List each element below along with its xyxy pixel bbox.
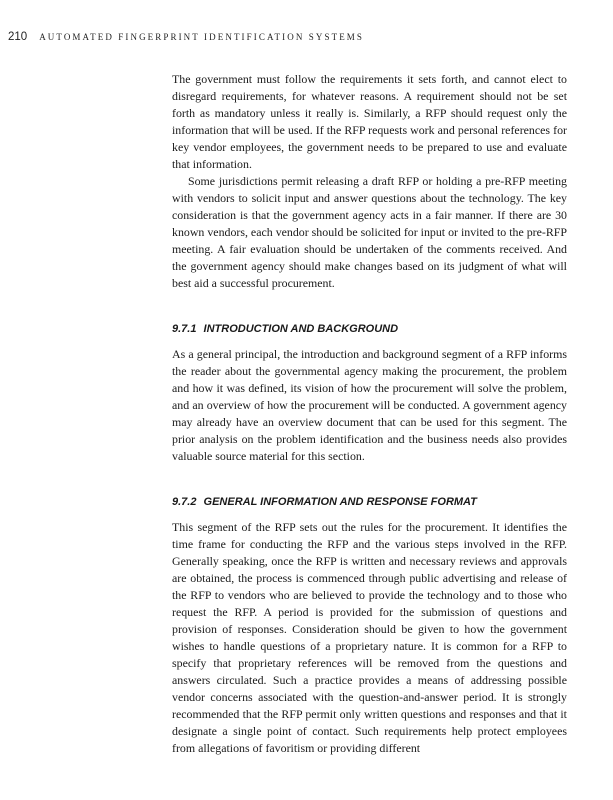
section-paragraph: This segment of the RFP sets out the rules for the procurement. It identifies the time frame for conducting the RFP and the various steps involved in the RFP. Generally speaking, once the RFP is written and necessary reviews and approvals are obtained, the process is commenced through public advertising and release of the RFP to vendors who are believed to provide the technology and to those who request the RFP. A period is provided for the submission of questions and provision of responses. Consideration should be given to how the government wishes to handle questions of a proprietary nature. It is common for a RFP to specify that proprietary references will be removed from the questions and answers circulated. Such a practice provides a means of addressing possible vendor concerns associated with the question-and-answer period. It is strongly recommended that the RFP permit only written questions and responses and that it designate a single point of contact. Such requirements help protect employees from allegations of favoritism or providing different (172, 520, 567, 755)
section-number: 9.7.1 (172, 323, 197, 335)
section-number: 9.7.2 (172, 496, 197, 508)
running-head (8, 27, 364, 45)
section-heading (172, 322, 567, 336)
running-title: AUTOMATED FINGERPRINT IDENTIFICATION SYSTEMS (39, 32, 365, 42)
section-title: INTRODUCTION AND BACKGROUND (203, 323, 399, 335)
body-paragraph: The government must follow the requirements it sets forth, and cannot elect to disregard requirements, for whatever reasons. A requirement should not be set forth as mandatory unless it really is. Similarly, a RFP should request only the information that will be used. If the RFP requests work and personal references for key vendor employees, the government needs to be prepared to use and evaluate that information. (172, 72, 567, 171)
page-body (172, 71, 567, 757)
section-title: GENERAL INFORMATION AND RESPONSE FORMAT (203, 496, 477, 508)
section-heading (172, 495, 567, 509)
section-paragraph: As a general principal, the introduction and background segment of a RFP informs the reader about the governmental agency making the procurement, the problem and how it was defined, its vision of how the procurement will solve the problem, and an overview of how the procurement will be conducted. A government agency may already have an overview document that can be used for this segment. The prior analysis on the problem identification and the business needs also provides valuable source material for this section. (172, 347, 567, 463)
body-paragraph: Some jurisdictions permit releasing a draft RFP or holding a pre-RFP meeting with vendors to solicit input and answer questions about the technology. The key consideration is that the government agency acts in a fair manner. If there are 30 known vendors, each vendor should be solicited for input or invited to the pre-RFP meeting. A fair evaluation should be undertaken of the comments received. And the government agency should make changes based on its judgment of what will best aid a successful procurement. (172, 174, 567, 290)
page-number: 210 (8, 31, 28, 43)
